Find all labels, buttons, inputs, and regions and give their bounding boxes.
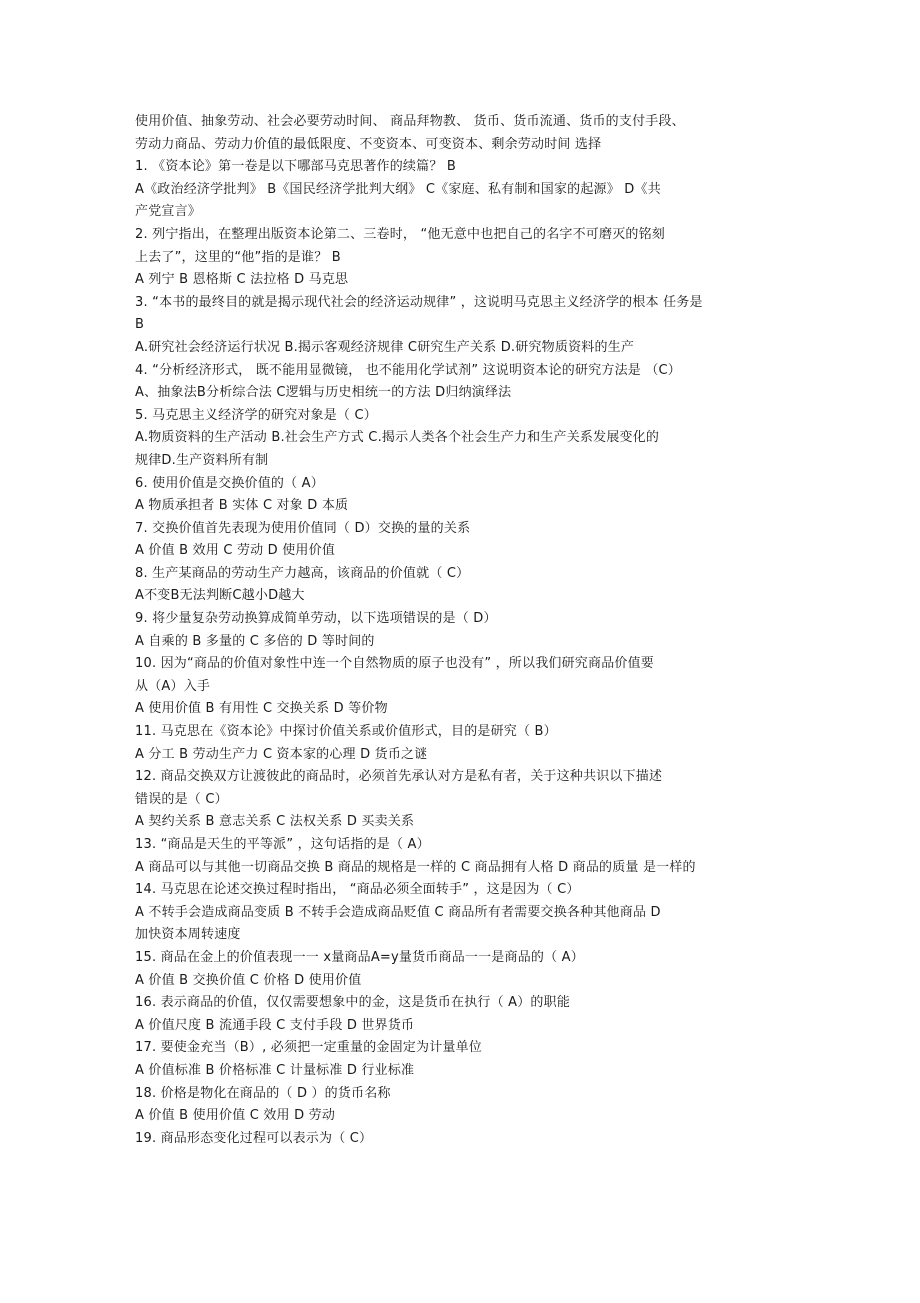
text-line: A 价值 B 交换价值 C 价格 D 使用价值 [135,972,362,988]
text-line: 16. 表示商品的价值，仅仅需要想象中的金，这是货币在执行（ A）的职能 [135,995,571,1011]
text-line: 9. 将少量复杂劳动换算成简单劳动，以下选项错误的是（ D） [135,611,497,627]
text-line: 18. 价格是物化在商品的（ D ）的货币名称 [135,1085,391,1101]
text-line: 7. 交换价值首先表现为使用价值同（ D）交换的量的关系 [135,520,471,536]
text-line: 上去了”，这里的“他”指的是谁？ B [135,249,341,265]
text-line: 规律D.生产资料所有制 [135,452,269,468]
text-line: 2. 列宁指出，在整理出版资本论第二、三卷时， “他无意中也把自己的名字不可磨灭的铭刻 [135,226,666,242]
text-line: A不变B无法判断C越小D越大 [135,588,305,604]
text-line: 使用价值、抽象劳动、社会必要劳动时间、 商品拜物教、 货币、货币流通、货币的支付手段、 [135,114,685,129]
text-line: 19. 商品形态变化过程可以表示为（ C） [135,1130,373,1146]
text-line: 8. 生产某商品的劳动生产力越高，该商品的价值就（ C） [135,565,470,581]
text-line: 14. 马克思在论述交换过程时指出， “商品必须全面转手” ，这是因为（ C） [135,882,580,898]
text-line: 劳动力商品、劳动力价值的最低限度、不变资本、可变资本、剩余劳动时间 选择 [135,136,602,152]
text-line: A 自乘的 B 多量的 C 多倍的 D 等时间的 [135,633,375,649]
text-line: A 价值 B 效用 C 劳动 D 使用价值 [135,543,336,559]
text-line: A 不转手会造成商品变质 B 不转手会造成商品贬值 C 商品所有者需要交换各种其他商品 D [135,904,661,920]
text-line: A 商品可以与其他一切商品交换 B 商品的规格是一样的 C 商品拥有人格 D 商品的质量 是一样的 [135,859,696,875]
text-line: B [135,317,145,333]
text-line: 加快资本周转速度 [135,927,241,943]
text-line: 5. 马克思主义经济学的研究对象是（ C） [135,407,377,423]
text-line: A 价值尺度 B 流通手段 C 支付手段 D 世界货币 [135,1017,415,1033]
document-body [135,111,785,1150]
text-line: 错误的是（ C） [135,791,228,807]
text-line: A.物质资料的生产活动 B.社会生产方式 C.揭示人类各个社会生产力和生产关系发展变化的 [135,430,660,446]
text-line: A 物质承担者 B 实体 C 对象 D 本质 [135,498,349,514]
text-line: A 分工 B 劳动生产力 C 资本家的心理 D 货币之谜 [135,746,428,762]
text-line: 从（A）入手 [135,678,211,694]
text-line: A、抽象法B分析综合法 C逻辑与历史相统一的方法 D归纳演绎法 [135,385,512,401]
text-line: 12. 商品交换双方让渡彼此的商品时，必须首先承认对方是私有者，关于这种共识以下描述 [135,769,663,785]
text-line: 11. 马克思在《资本论》中探讨价值关系或价值形式，目的是研究（ B） [135,724,557,740]
text-line: 17. 要使金充当（B）, 必须把一定重量的金固定为计量单位 [135,1040,482,1056]
text-line: A 价值 B 使用价值 C 效用 D 劳动 [135,1108,336,1124]
text-line: 13. “商品是天生的平等派” ，这句话指的是（ A） [135,837,430,852]
text-line: 15. 商品在金上的价值表现一一 x量商品A=y量货币商品一一是商品的（ A） [135,949,584,965]
text-line: 产党宣言》 [135,204,202,220]
text-line: A 列宁 B 恩格斯 C 法拉格 D 马克思 [135,272,349,288]
text-line: A 价值标准 B 价格标准 C 计量标准 D 行业标准 [135,1062,415,1078]
text-line: 4. “分析经济形式， 既不能用显微镜， 也不能用化学试剂” 这说明资本论的研究方法是 （C） [135,362,682,378]
text-line: 1. 《资本论》第一卷是以下哪部马克思著作的续篇？ B [135,159,456,175]
text-line: A《政治经济学批判》 B《国民经济学批判大纲》 C《家庭、私有制和国家的起源》 D《共 [135,181,661,197]
text-line: 6. 使用价值是交换价值的（ A） [135,475,324,491]
text-line: A 使用价值 B 有用性 C 交换关系 D 等价物 [135,701,388,717]
text-line: 10. 因为“商品的价值对象性中连一个自然物质的原子也没有” ，所以我们研究商品价值要 [135,656,655,672]
text-line: A.研究社会经济运行状况 B.揭示客观经济规律 C研究生产关系 D.研究物质资料的生产 [135,339,635,355]
text-line: A 契约关系 B 意志关系 C 法权关系 D 买卖关系 [135,814,415,830]
text-line: 3. “本书的最终目的就是揭示现代社会的经济运动规律” ，这说明马克思主义经济学的根本 任务是 [135,294,703,310]
